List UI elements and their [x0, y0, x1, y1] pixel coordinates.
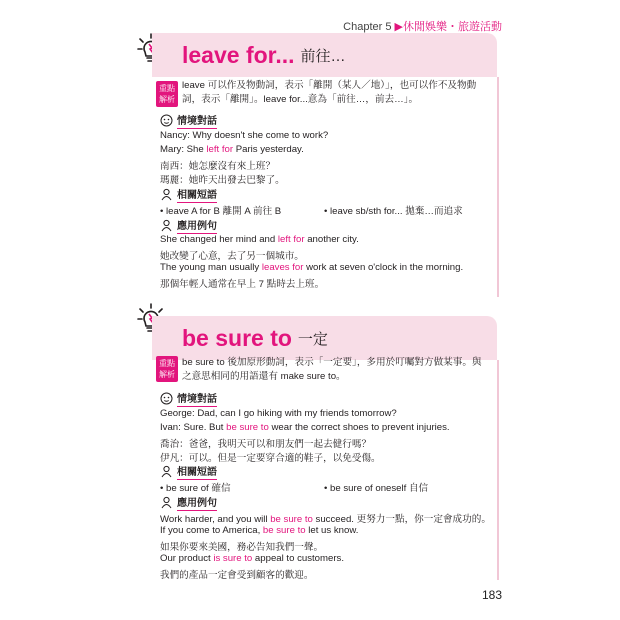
explanation-text: leave 可以作及物動詞，表示「離開（某人／地）」，也可以作不及物動詞，表示「離開」。leave for...意為「前往…，前去…」。	[182, 80, 477, 105]
related-label: 相關短語	[177, 186, 217, 203]
related-phrase: • be sure of 確信	[160, 483, 231, 494]
dialogue-label: 情境對話	[177, 112, 217, 129]
examples-heading	[160, 217, 217, 233]
entry-title-chinese: 前往…	[300, 47, 346, 65]
dialogue-line: 瑪麗：她昨天出發去巴黎了。	[160, 175, 285, 186]
dialogue-line: Nancy: Why doesn't she come to work?	[160, 130, 329, 141]
key-analysis-badge	[156, 356, 178, 382]
example-line: 如果你要來美國，務必告知我們一聲。	[160, 542, 324, 553]
related-phrase: • leave sb/sth for... 拋棄…而追求	[324, 206, 463, 217]
badge-text-line2: 解析	[159, 95, 175, 104]
badge-text-line1: 重點	[159, 359, 175, 368]
related-phrase: • leave A for B 離開 A 前往 B	[160, 206, 282, 217]
person-icon	[160, 465, 173, 478]
dialogue-label: 情境對話	[177, 390, 217, 407]
dialogue-heading	[160, 112, 217, 128]
example-line: Work harder, and you will be sure to succeed. 更努力一點，你一定會成功的。	[160, 514, 491, 525]
example-line: If you come to America, be sure to let us know.	[160, 525, 359, 536]
person-icon	[160, 219, 173, 232]
page-header	[343, 18, 502, 34]
examples-heading	[160, 494, 217, 510]
example-line: The young man usually leaves for work at seven o'clock in the morning.	[160, 262, 464, 273]
dialogue-line: 伊凡：可以。但是一定要穿合適的鞋子，以免受傷。	[160, 453, 381, 464]
examples-label: 應用例句	[177, 494, 217, 511]
entry-title-english: leave for...	[182, 41, 295, 68]
example-line: 我們的產品一定會受到顧客的歡迎。	[160, 570, 314, 581]
example-line: She changed her mind and left for another city.	[160, 234, 359, 245]
explanation-text: be sure to 後加原形動詞，表示「一定要」，多用於叮囑對方做某事。與之意思相同的用語還有 make sure to。	[182, 357, 482, 382]
chapter-label: Chapter 5	[343, 21, 392, 33]
face-icon	[160, 392, 173, 405]
example-line: 那個年輕人通常在早上 7 點時去上班。	[160, 279, 325, 290]
entry-title-chinese: 一定	[297, 330, 328, 348]
badge-text-line2: 解析	[159, 370, 175, 379]
example-line: Our product is sure to appeal to customers.	[160, 553, 344, 564]
key-analysis-badge	[156, 81, 178, 107]
face-icon	[160, 114, 173, 127]
dialogue-line: Ivan: Sure. But be sure to wear the correct shoes to prevent injuries.	[160, 422, 450, 433]
example-line: 她改變了心意，去了另一個城市。	[160, 251, 304, 262]
dialogue-line: 喬治：爸爸，我明天可以和朋友們一起去健行嗎？	[160, 439, 372, 450]
page-number: 183	[481, 588, 502, 602]
related-label: 相關短語	[177, 463, 217, 480]
related-heading	[160, 463, 217, 479]
dialogue-line: Mary: She left for Paris yesterday.	[160, 144, 304, 155]
dialogue-line: George: Dad, can I go hiking with my friends tomorrow?	[160, 408, 397, 419]
entry-title-bar	[152, 33, 497, 77]
badge-text-line1: 重點	[159, 84, 175, 93]
related-phrase: • be sure of oneself 自信	[324, 483, 429, 494]
dialogue-line: 南西：她怎麼沒有來上班？	[160, 161, 276, 172]
entry-title-bar	[152, 316, 497, 360]
chapter-topic: 休閒娛樂・旅遊活動	[403, 21, 502, 33]
person-icon	[160, 496, 173, 509]
related-heading	[160, 186, 217, 202]
entry-title-english: be sure to	[182, 324, 292, 351]
chapter-arrow-icon: ▶	[394, 21, 403, 33]
examples-label: 應用例句	[177, 217, 217, 234]
person-icon	[160, 188, 173, 201]
dialogue-heading	[160, 390, 217, 406]
